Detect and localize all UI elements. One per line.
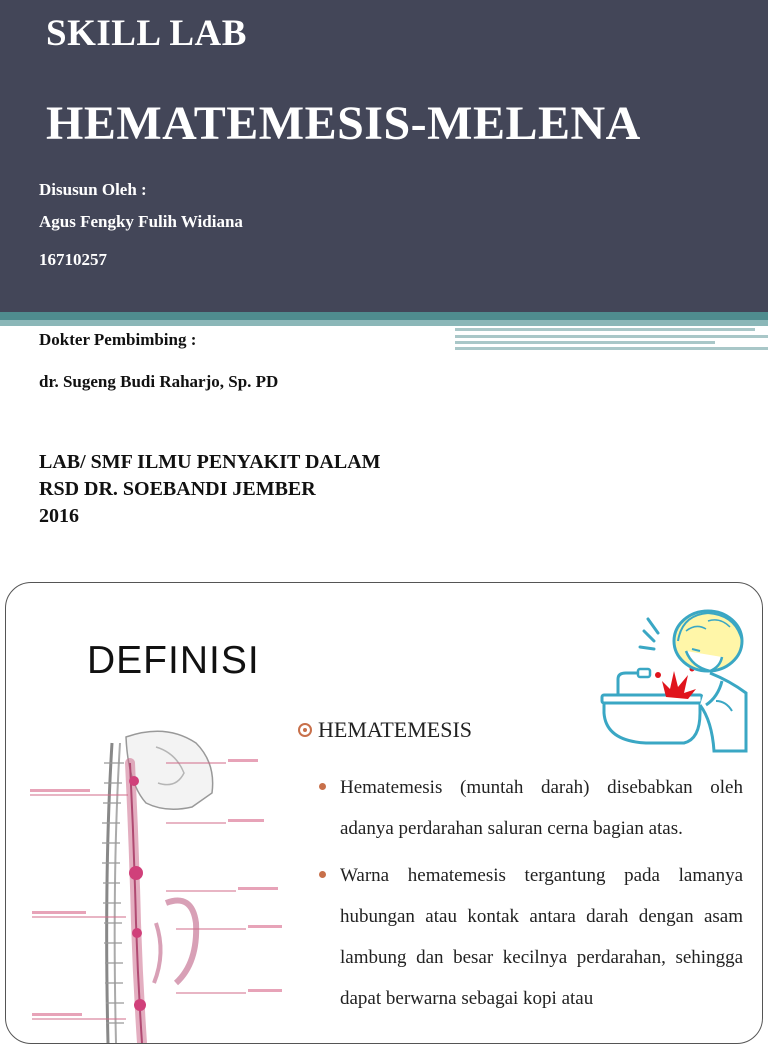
title-header-panel <box>0 0 768 312</box>
slide-main-title: HEMATEMESIS-MELENA <box>46 97 641 150</box>
institution-line-2: RSD DR. SOEBANDI JEMBER <box>39 478 316 500</box>
institution-line-3: 2016 <box>39 505 79 527</box>
list-item: Hematemesis (muntah darah) disebabkan oleh adanya perdarahan saluran cerna bagian atas. <box>317 767 743 849</box>
author-name: Agus Fengky Fulih Widiana <box>39 212 243 231</box>
decorative-stripes <box>455 326 768 352</box>
slide-subtitle-skill-lab: SKILL LAB <box>46 13 247 54</box>
vomiting-illustration <box>596 601 756 761</box>
compiled-by-label: Disusun Oleh : <box>39 180 147 199</box>
supervisor-label: Dokter Pembimbing : <box>39 330 197 349</box>
target-bullet-icon <box>298 723 312 737</box>
definition-slide <box>5 582 763 1044</box>
author-id: 16710257 <box>39 250 107 269</box>
section-heading-hematemesis <box>298 717 472 743</box>
definition-title: DEFINISI <box>87 639 260 682</box>
section-heading-text: HEMATEMESIS <box>318 717 473 742</box>
bullet-dot-icon <box>319 871 326 878</box>
supervisor-name: dr. Sugeng Budi Raharjo, Sp. PD <box>39 372 279 391</box>
anatomy-illustration <box>16 723 286 1043</box>
accent-band <box>0 312 768 320</box>
definition-bullet-list <box>317 767 743 1025</box>
institution-line-1: LAB/ SMF ILMU PENYAKIT DALAM <box>39 451 381 473</box>
list-item: Warna hematemesis tergantung pada lamanya hubungan atau kontak antara darah dengan asam lambung dan besar kecilnya perdarahan, sehingga dapat berwarna sebagai kopi atau <box>317 855 743 1019</box>
bullet-dot-icon <box>319 783 326 790</box>
